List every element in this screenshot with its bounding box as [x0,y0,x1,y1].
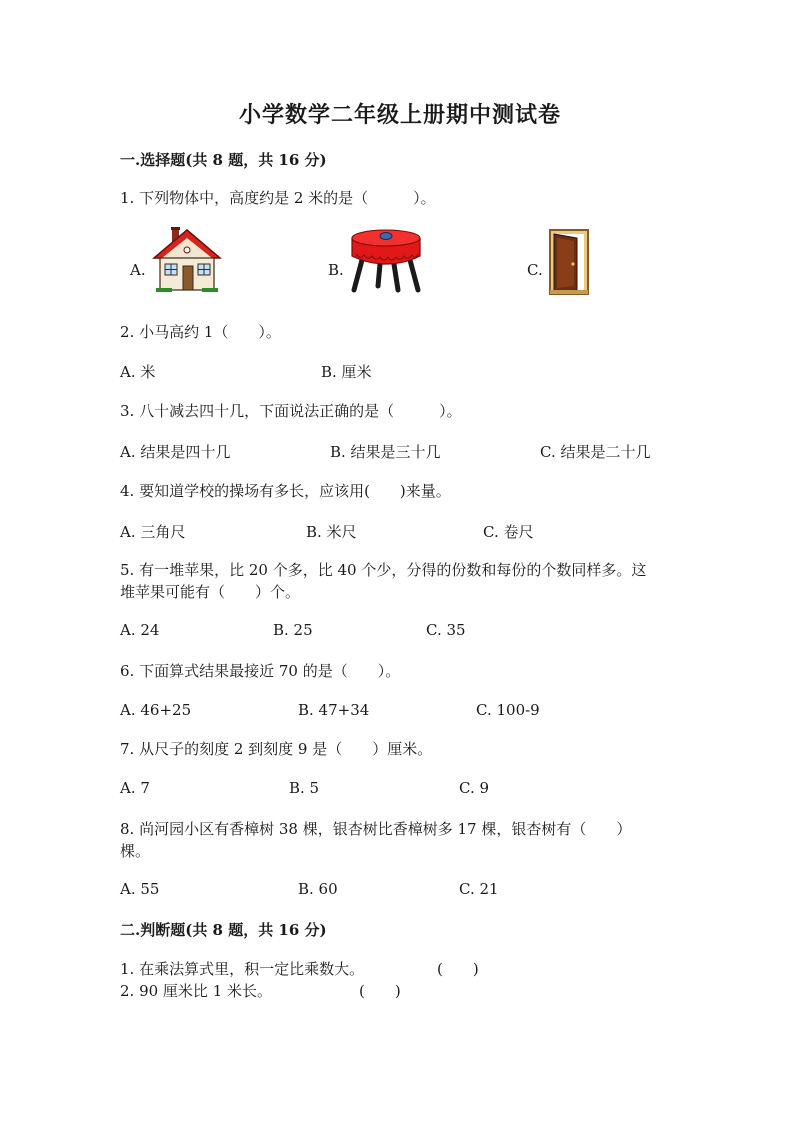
q5-option-a: A. 24 [120,621,160,639]
q5-option-c: C. 35 [426,621,466,639]
question-8-line-2: 棵。 [120,842,151,860]
q6-option-a: A. 46+25 [120,701,192,719]
question-8-line-1: 8. 尚河园小区有香樟树 38 棵，银杏树比香樟树多 17 棵，银杏树有（ ） [120,820,632,838]
judgement-2-answer-paren: ( ) [359,982,401,1000]
page-title: 小学数学二年级上册期中测试卷 [238,102,561,128]
question-7: 7. 从尺子的刻度 2 到刻度 9 是（ ）厘米。 [120,740,433,758]
q7-option-a: A. 7 [120,779,150,797]
option-a-label: A. [130,261,146,279]
option-b-label: B. [328,261,344,279]
q2-option-a: A. 米 [120,363,156,381]
q3-option-c: C. 结果是二十几 [540,443,651,461]
q3-option-a: A. 结果是四十几 [120,443,231,461]
q7-option-c: C. 9 [459,779,490,797]
question-5-line-1: 5. 有一堆苹果，比 20 个多，比 40 个少，分得的份数和每份的个数同样多。这 [120,561,647,579]
door-icon [547,228,591,296]
q3-option-b: B. 结果是三十几 [330,443,441,461]
option-c-label: C. [527,261,543,279]
section-heading-judgement: 二.判断题(共 8 题，共 16 分) [120,921,327,939]
section-heading-choice: 一.选择题(共 8 题，共 16 分) [120,151,327,169]
q8-option-b: B. 60 [298,880,338,898]
question-5-line-2: 堆苹果可能有（ ）个。 [120,583,301,601]
q4-option-a: A. 三角尺 [120,523,186,541]
q7-option-b: B. 5 [289,779,320,797]
q6-option-c: C. 100-9 [476,701,540,719]
question-3: 3. 八十减去四十几，下面说法正确的是（ ）。 [120,402,462,420]
judgement-1: 1. 在乘法算式里，积一定比乘数大。 [120,960,365,978]
round-table-icon [348,224,424,294]
q8-option-c: C. 21 [459,880,499,898]
q6-option-b: B. 47+34 [298,701,370,719]
house-icon [152,226,222,294]
judgement-1-answer-paren: ( ) [437,960,479,978]
question-4: 4. 要知道学校的操场有多长，应该用( )来量。 [120,482,451,500]
judgement-2: 2. 90 厘米比 1 米长。 [120,982,273,1000]
q4-option-c: C. 卷尺 [483,523,534,541]
question-2: 2. 小马高约 1（ ）。 [120,323,281,341]
question-1: 1. 下列物体中，高度约是 2 米的是（ ）。 [120,189,436,207]
q2-option-b: B. 厘米 [321,363,372,381]
q5-option-b: B. 25 [273,621,313,639]
question-6: 6. 下面算式结果最接近 70 的是（ ）。 [120,662,401,680]
q8-option-a: A. 55 [120,880,160,898]
q4-option-b: B. 米尺 [306,523,357,541]
